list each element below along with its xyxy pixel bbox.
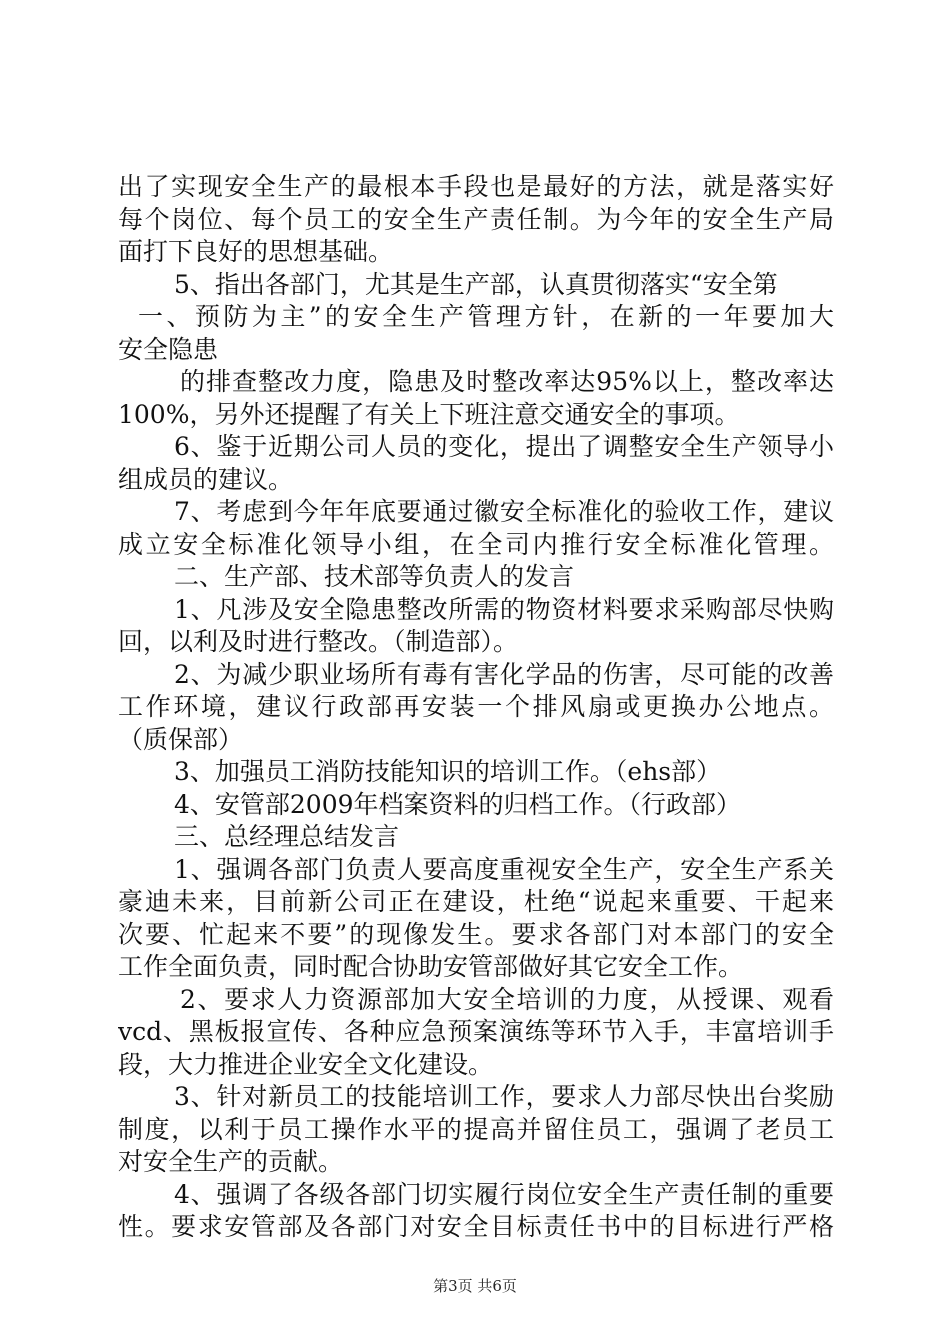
- text-line: 1、强调各部门负责人要高度重视安全生产，安全生产系关: [174, 854, 834, 884]
- text-line: 7、考虑到今年年底要通过徽安全标准化的验收工作，建议: [174, 497, 834, 526]
- text-line: 4、强调了各级各部门切实履行岗位安全生产责任制的重要: [174, 1179, 834, 1209]
- text-line: 每个岗位、每个员工的安全生产责任制。为今年的安全生产局: [118, 204, 834, 234]
- text-line: 4、安管部2009年档案资料的归档工作。（行政部）: [174, 789, 742, 819]
- text-line: （质保部）: [118, 724, 244, 754]
- text-line: 工作环境，建议行政部再安装一个排风扇或更换办公地点。: [118, 692, 834, 721]
- text-line: 对安全生产的贡献。: [118, 1147, 344, 1176]
- text-line: 制度，以利于员工操作水平的提高并留住员工，强调了老员工: [118, 1114, 834, 1144]
- text-line: 1、凡涉及安全隐患整改所需的物资材料要求采购部尽快购: [174, 594, 834, 624]
- text-line: 的排查整改力度，隐患及时整改率达95%以上，整改率达: [180, 367, 834, 396]
- text-line: 2、要求人力资源部加大安全培训的力度，从授课、观看: [180, 984, 834, 1014]
- section-heading: 二、生产部、技术部等负责人的发言: [174, 562, 575, 591]
- text-line: 3、针对新员工的技能培训工作，要求人力部尽快出台奖励: [174, 1082, 834, 1111]
- text-line: 次要、忙起来不要”的现像发生。要求各部门对本部门的安全: [118, 919, 834, 949]
- text-line: 6、鉴于近期公司人员的变化，提出了调整安全生产领导小: [174, 432, 834, 461]
- text-line: 100%，另外还提醒了有关上下班注意交通安全的事项。: [118, 399, 740, 429]
- text-line: 段，大力推进企业安全文化建设。: [118, 1049, 494, 1079]
- page-footer: 第3页 共6页: [433, 1277, 517, 1295]
- text-line: 出了实现安全生产的最根本手段也是最好的方法，就是落实好: [118, 172, 834, 201]
- document-body: [118, 171, 834, 1244]
- text-line: 安全隐患: [118, 334, 219, 364]
- text-line: 面打下良好的思想基础。: [118, 237, 394, 266]
- text-line: 一、预防为主”的安全生产管理方针，在新的一年要加大: [138, 302, 834, 331]
- text-line: 性。要求安管部及各部门对安全目标责任书中的目标进行严格: [118, 1212, 834, 1241]
- text-line: 豪迪未来，目前新公司正在建设，杜绝“说起来重要、干起来: [118, 887, 834, 916]
- text-line: 回，以利及时进行整改。（制造部）。: [118, 627, 519, 656]
- text-line: vcd、黑板报宣传、各种应急预案演练等环节入手，丰富培训手: [118, 1017, 834, 1046]
- text-line: 2、为减少职业场所有毒有害化学品的伤害，尽可能的改善: [174, 659, 834, 689]
- section-heading: 三、总经理总结发言: [174, 822, 400, 851]
- text-line: 3、加强员工消防技能知识的培训工作。（ehs部）: [174, 757, 722, 786]
- text-line: 5、指出各部门，尤其是生产部，认真贯彻落实“安全第: [174, 269, 778, 299]
- text-line: 成立安全标准化领导小组，在全司内推行安全标准化管理。: [118, 529, 834, 559]
- text-line: 组成员的建议。: [118, 464, 294, 494]
- text-line: 工作全面负责，同时配合协助安管部做好其它安全工作。: [118, 952, 744, 981]
